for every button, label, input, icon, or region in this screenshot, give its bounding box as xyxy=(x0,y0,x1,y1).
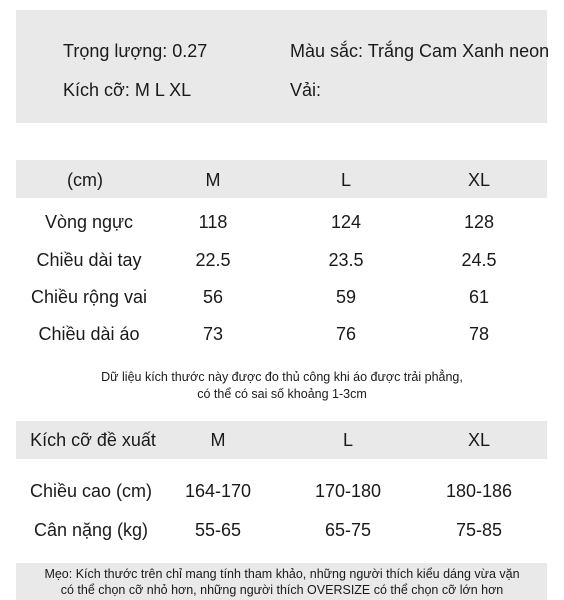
cell-l: 124 xyxy=(330,212,362,232)
cell-xl: 61 xyxy=(468,287,490,307)
measurement-note-line-1: Dữ liệu kích thước này được đo thủ công khi áo được trải phẳng, xyxy=(101,370,463,384)
weight-text: Trọng lượng: 0.27 xyxy=(63,41,208,61)
header-size-l: L xyxy=(340,170,352,190)
size-text: Kích cỡ: M L XL xyxy=(63,80,192,100)
cell-m: 118 xyxy=(198,212,228,232)
header-recommended-size: Kích cỡ đề xuất xyxy=(30,430,156,450)
cell-l: 23.5 xyxy=(328,250,364,270)
header-size-xl: XL xyxy=(467,430,491,450)
cell-m: 22.5 xyxy=(195,250,231,270)
cell-xl: 78 xyxy=(468,324,490,344)
row-label: Chiều dài tay xyxy=(36,250,142,270)
cell-xl: 128 xyxy=(463,212,495,232)
header-size-m: M xyxy=(210,430,226,450)
measurement-note-line-2: có thể có sai số khoảng 1-3cm xyxy=(197,387,367,401)
cell-m: 55-65 xyxy=(194,520,242,540)
product-info-panel xyxy=(16,10,550,123)
row-label: Cân nặng (kg) xyxy=(33,520,149,540)
cell-m: 73 xyxy=(202,324,224,344)
cell-xl: 24.5 xyxy=(461,250,497,270)
cell-xl: 180-186 xyxy=(445,481,513,501)
cell-m: 164-170 xyxy=(184,481,252,501)
cell-l: 170-180 xyxy=(314,481,382,501)
tip-line-2: có thể chọn cỡ nhỏ hơn, những người thích OVERSIZE có thể chọn cỡ lớn hơn xyxy=(60,583,504,597)
header-unit: (cm) xyxy=(67,170,103,190)
row-label: Chiều cao (cm) xyxy=(29,481,153,501)
cell-m: 56 xyxy=(202,287,224,307)
tip-line-1: Mẹo: Kích thước trên chỉ mang tính tham khảo, những người thích kiểu dáng vừa vặn xyxy=(44,567,520,581)
row-label: Chiều dài áo xyxy=(38,324,140,344)
cell-l: 59 xyxy=(335,287,357,307)
color-text: Màu sắc: Trắng Cam Xanh neon xyxy=(290,41,550,61)
fabric-text: Vải: xyxy=(290,80,322,100)
row-label: Vòng ngực xyxy=(44,212,134,232)
cell-l: 65-75 xyxy=(324,520,372,540)
header-size-xl: XL xyxy=(467,170,491,190)
header-size-l: L xyxy=(342,430,354,450)
header-size-m: M xyxy=(205,170,221,190)
cell-xl: 75-85 xyxy=(455,520,503,540)
cell-l: 76 xyxy=(335,324,357,344)
row-label: Chiều rộng vai xyxy=(30,287,148,307)
